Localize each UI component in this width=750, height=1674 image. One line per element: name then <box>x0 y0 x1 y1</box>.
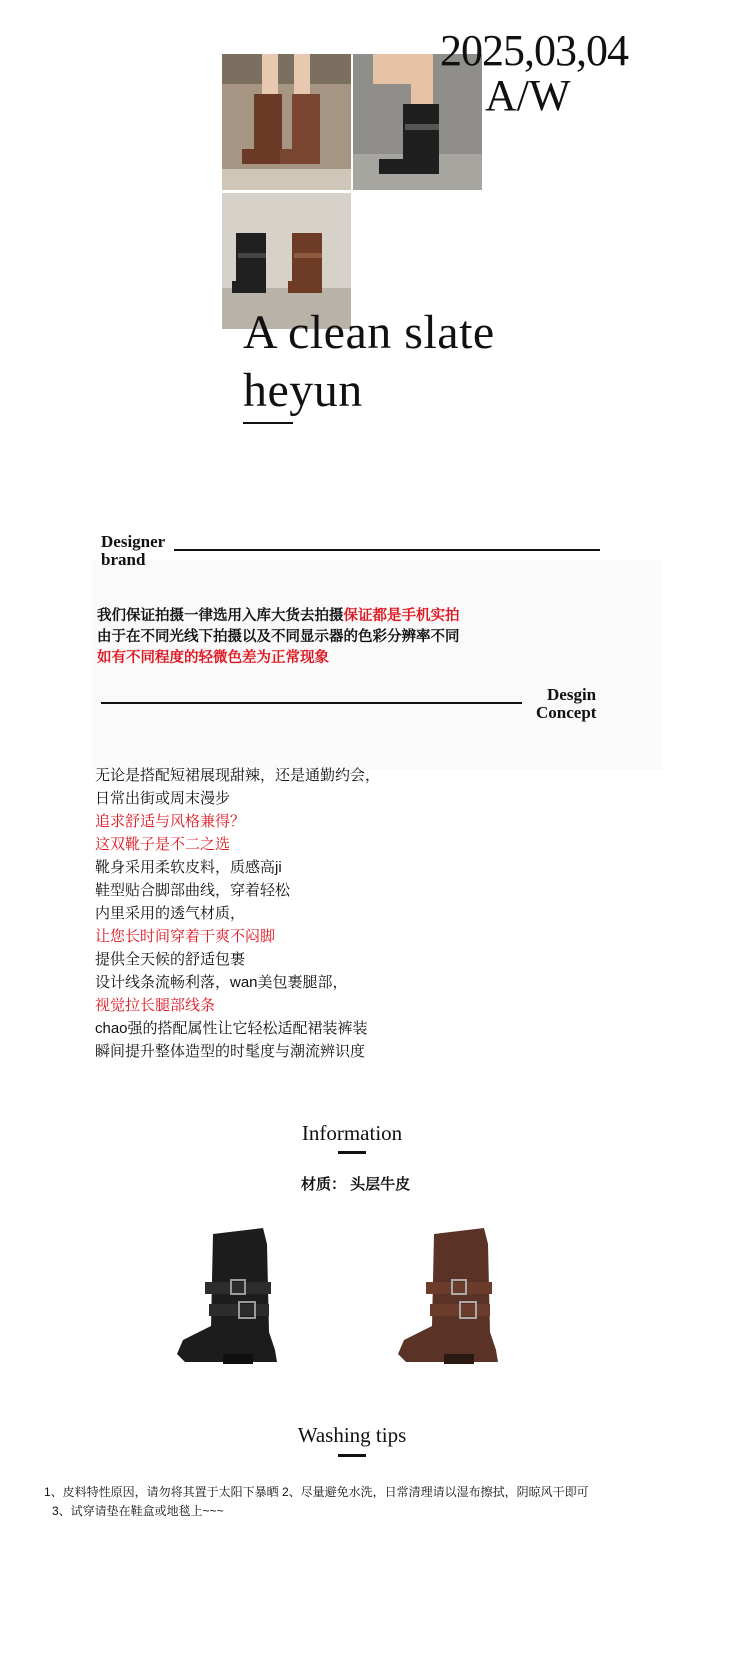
description-line: 靴身采用柔软皮料，质感高ji <box>95 859 282 876</box>
description-line: 提供全天候的舒适包裹 <box>95 951 246 968</box>
black-boot-image <box>165 1222 295 1372</box>
product-description <box>95 764 380 1063</box>
description-line: 让您长时间穿着干爽不闷脚 <box>95 928 276 945</box>
designer-divider <box>174 549 600 551</box>
washing-title: Washing tips <box>297 1423 407 1447</box>
information-underline <box>338 1151 366 1154</box>
description-line: 日常出街或周末漫步 <box>95 790 231 807</box>
information-title: Information <box>301 1121 403 1145</box>
concept-label-line-2: Concept <box>536 703 597 722</box>
black-boot-drawing <box>165 1222 295 1372</box>
description-line: 追求舒适与风格兼得？ <box>95 813 246 830</box>
notice-line-1 <box>97 606 460 627</box>
headline-underline <box>243 422 293 424</box>
brown-boot-drawing <box>386 1222 516 1372</box>
date-text: 2025,03,04 <box>440 26 628 75</box>
description-line: 视觉拉长腿部线条 <box>95 997 216 1014</box>
concept-divider <box>101 702 522 704</box>
washing-line-2: 3、试穿请垫在鞋盒或地毯上~~~ <box>52 1504 224 1518</box>
notice-line-2: 由于在不同光线下拍摄以及不同显示器的色彩分辨率不同 <box>97 629 460 645</box>
headline-line-1: A clean slate <box>243 306 495 359</box>
washing-line-1: 1、皮料特性原因，请勿将其置于太阳下暴晒 2、尽量避免水洗，日常清理请以湿布擦拭，阴晾风干即可 <box>44 1485 589 1499</box>
washing-underline <box>338 1454 366 1457</box>
notice-line-1-black: 我们保证拍摄一律选用入库大货去拍摄 <box>97 608 344 624</box>
description-line: 这双靴子是不二之选 <box>95 836 231 853</box>
description-line: 设计线条流畅利落，wan美包裹腿部， <box>95 974 348 991</box>
designer-label-line-2: brand <box>101 550 146 569</box>
photo-brown-boots-worn <box>222 54 351 190</box>
material-text: 材质： 头层牛皮 <box>301 1176 411 1193</box>
description-line: chao强的搭配属性让它轻松适配裙装裤装 <box>95 1020 368 1037</box>
concept-label-line-1: Desgin <box>547 685 597 704</box>
description-line: 无论是搭配短裙展现甜辣，还是通勤约会， <box>95 767 381 784</box>
season-text: A/W <box>485 71 571 120</box>
notice-line-1-red: 保证都是手机实拍 <box>343 608 460 624</box>
designer-label-line-1: Designer <box>101 532 166 551</box>
description-line: 内里采用的透气材质， <box>95 905 246 922</box>
notice-line-3: 如有不同程度的轻微色差为正常现象 <box>97 650 329 666</box>
brown-boot-image <box>386 1222 516 1372</box>
headline-line-2: heyun <box>243 364 363 417</box>
description-line: 鞋型贴合脚部曲线，穿着轻松 <box>95 882 291 899</box>
description-line: 瞬间提升整体造型的时髦度与潮流辨识度 <box>95 1043 366 1060</box>
